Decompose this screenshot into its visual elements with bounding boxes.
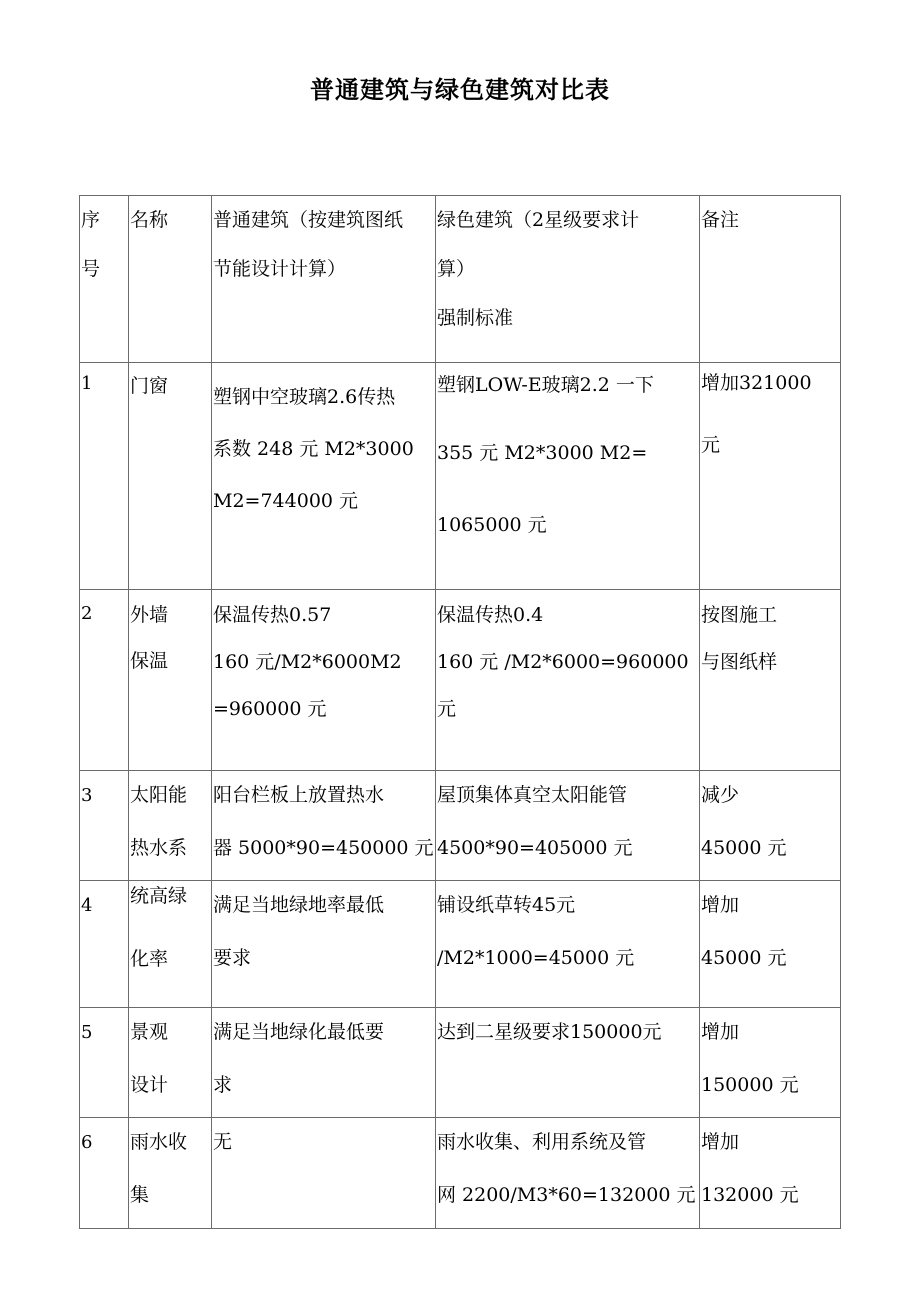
header-index-line: 号	[81, 258, 101, 280]
row-note-line: 增加	[701, 1131, 740, 1153]
row-name-cell	[129, 590, 212, 771]
row-green-line: 4500*90=405000 元	[437, 837, 633, 859]
row-normal-cell	[212, 363, 436, 590]
row-green-line: 达到二星级要求150000元	[437, 1021, 662, 1043]
row-note-cell	[700, 363, 841, 590]
header-normal-cell	[212, 196, 436, 363]
row-index-cell	[80, 771, 129, 881]
row-note-line: 45000 元	[701, 947, 787, 969]
row-normal-line: 器 5000*90=450000 元	[213, 837, 434, 859]
table-header-row	[80, 196, 841, 363]
row-name-line: 太阳能	[130, 784, 188, 806]
row-note-line: 132000 元	[701, 1184, 799, 1206]
row-green-line: 1065000 元	[437, 514, 547, 536]
comparison-table	[79, 195, 841, 1229]
row-name-line: 设计	[130, 1074, 169, 1096]
row-normal-cell	[212, 1118, 436, 1229]
row-index-cell	[80, 1008, 129, 1118]
row-normal-line: 求	[213, 1074, 233, 1096]
row-note-line: 按图施工	[701, 604, 778, 626]
header-note-cell	[700, 196, 841, 363]
row-index: 4	[81, 895, 93, 916]
row-green-line: 塑钢LOW-E玻璃2.2 一下	[437, 374, 654, 396]
row-note-cell	[700, 881, 841, 1008]
table-row	[80, 1008, 841, 1118]
row-name-line: 集	[130, 1184, 150, 1206]
table-row	[80, 881, 841, 1008]
row-name-line: 景观	[130, 1021, 169, 1043]
row-green-line: 160 元 /M2*6000=960000	[437, 651, 689, 673]
header-green-cell	[436, 196, 700, 363]
row-name-line: 化率	[130, 948, 169, 970]
table-row	[80, 590, 841, 771]
row-name-cell	[129, 1008, 212, 1118]
header-index-cell	[80, 196, 129, 363]
row-green-cell	[436, 1118, 700, 1229]
row-note-line: 150000 元	[701, 1074, 799, 1096]
row-normal-cell	[212, 771, 436, 881]
row-index: 3	[81, 785, 93, 806]
row-index: 6	[81, 1132, 93, 1153]
row-name-line: 统高绿	[130, 885, 188, 907]
row-name-line: 门窗	[130, 375, 169, 397]
row-note-line: 增加321000	[701, 372, 812, 394]
row-name-line: 外墙	[130, 604, 169, 626]
row-normal-line: M2=744000 元	[213, 490, 359, 512]
row-green-cell	[436, 771, 700, 881]
row-note-line: 元	[701, 434, 721, 456]
row-green-line: 元	[437, 698, 457, 720]
row-green-cell	[436, 881, 700, 1008]
row-normal-line: 满足当地绿地率最低	[213, 894, 385, 916]
row-green-line: 雨水收集、利用系统及管	[437, 1131, 647, 1153]
row-index-cell	[80, 1118, 129, 1229]
row-normal-line: 系数 248 元 M2*3000	[213, 438, 414, 460]
row-normal-line: 160 元/M2*6000M2	[213, 651, 402, 673]
row-normal-line: =960000 元	[213, 698, 327, 720]
row-note-line: 45000 元	[701, 837, 787, 859]
row-name-line: 热水系	[130, 837, 188, 859]
row-note-line: 与图纸样	[701, 651, 778, 673]
header-index-line: 序	[81, 209, 101, 231]
row-normal-line: 阳台栏板上放置热水	[213, 784, 385, 806]
row-index: 5	[81, 1022, 93, 1043]
table-row	[80, 771, 841, 881]
row-normal-cell	[212, 590, 436, 771]
row-name-line: 保温	[130, 650, 169, 672]
row-green-line: 屋顶集体真空太阳能管	[437, 784, 628, 806]
row-green-line: 355 元 M2*3000 M2=	[437, 442, 648, 464]
row-green-cell	[436, 363, 700, 590]
header-normal-line: 节能设计计算）	[213, 258, 347, 280]
row-index: 2	[81, 603, 93, 624]
row-name-line: 雨水收	[130, 1131, 188, 1153]
row-note-cell	[700, 1008, 841, 1118]
header-name-label: 名称	[130, 209, 169, 231]
row-index-cell	[80, 363, 129, 590]
row-name-cell	[129, 363, 212, 590]
row-normal-cell	[212, 881, 436, 1008]
row-green-cell	[436, 590, 700, 771]
row-index: 1	[81, 373, 93, 394]
row-green-line: 保温传热0.4	[437, 604, 544, 626]
row-note-line: 增加	[701, 1021, 740, 1043]
header-green-line: 算）	[437, 258, 476, 280]
row-note-cell	[700, 590, 841, 771]
row-green-line: 网 2200/M3*60=132000 元	[437, 1184, 696, 1206]
row-name-cell	[129, 771, 212, 881]
row-green-line: 铺设纸草转45元	[437, 894, 576, 916]
row-note-cell	[700, 1118, 841, 1229]
table-row	[80, 1118, 841, 1229]
row-note-line: 增加	[701, 894, 740, 916]
header-normal-line: 普通建筑（按建筑图纸	[213, 209, 404, 231]
row-name-cell	[129, 881, 212, 1008]
row-normal-cell	[212, 1008, 436, 1118]
row-name-cell	[129, 1118, 212, 1229]
table-row	[80, 363, 841, 590]
row-green-cell	[436, 1008, 700, 1118]
row-normal-line: 无	[213, 1131, 233, 1153]
header-green-line: 强制标准	[437, 307, 514, 329]
row-normal-line: 满足当地绿化最低要	[213, 1021, 385, 1043]
row-normal-line: 塑钢中空玻璃2.6传热	[213, 386, 396, 408]
header-green-line: 绿色建筑（2星级要求计	[437, 209, 640, 231]
document-title: 普通建筑与绿色建筑对比表	[310, 76, 610, 104]
row-note-cell	[700, 771, 841, 881]
row-green-line: /M2*1000=45000 元	[437, 947, 635, 969]
header-note-label: 备注	[701, 209, 740, 231]
row-normal-line: 要求	[213, 947, 252, 969]
row-index-cell	[80, 590, 129, 771]
row-normal-line: 保温传热0.57	[213, 604, 332, 626]
row-index-cell	[80, 881, 129, 1008]
row-note-line: 减少	[701, 784, 740, 806]
header-name-cell	[129, 196, 212, 363]
